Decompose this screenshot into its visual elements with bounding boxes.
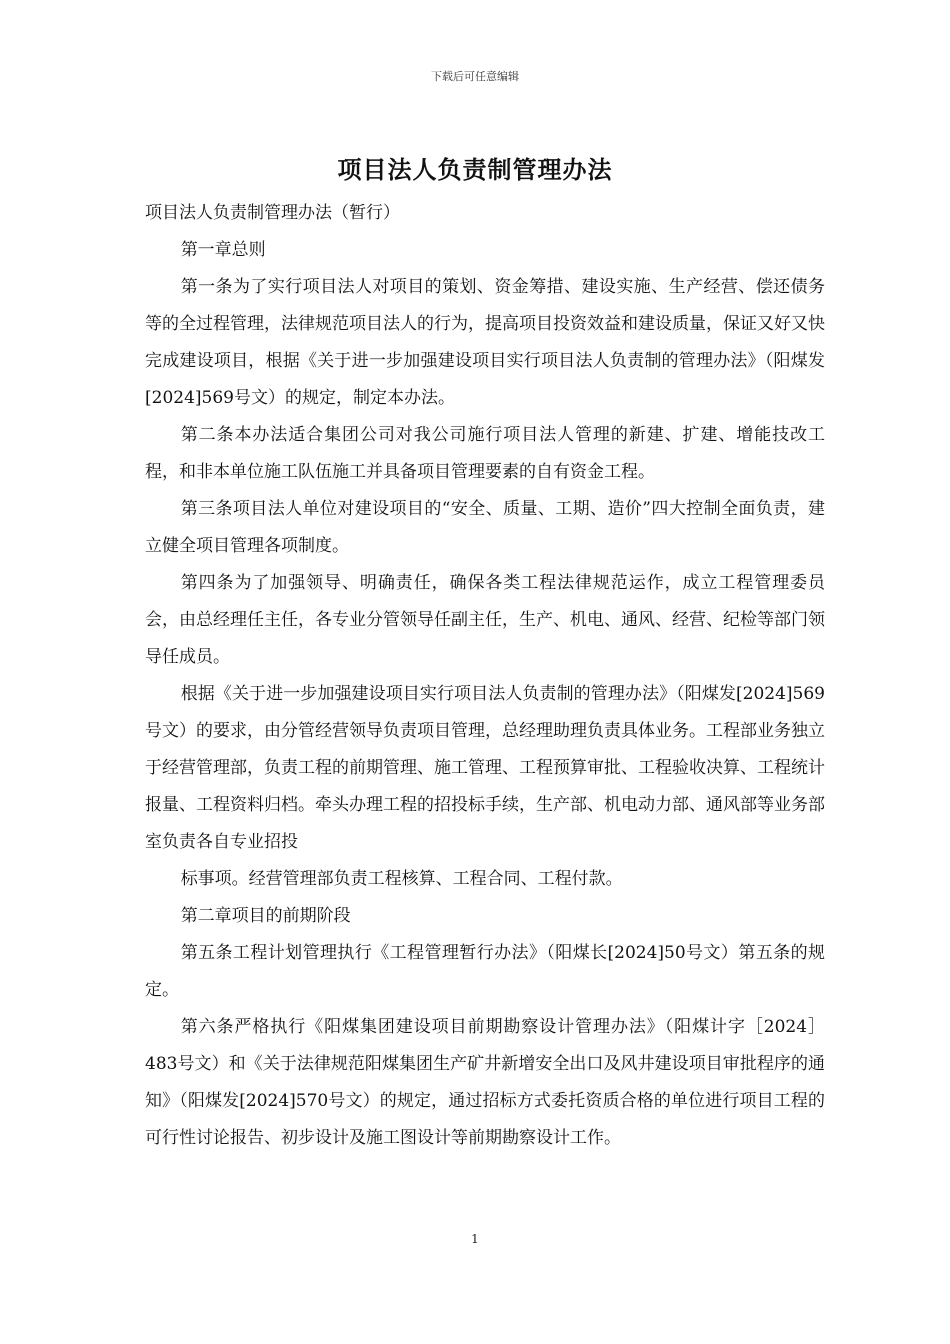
- page-header-note: 下载后可任意编辑: [431, 70, 519, 83]
- body-paragraph: 第一条为了实行项目法人对项目的策划、资金筹措、建设实施、生产经营、偿还债务等的全过程管理，法律规范项目法人的行为，提高项目投资效益和建设质量，保证又好又快完成建设项目，根据《关于进一步加强建设项目实行项目法人负责制的管理办法》（阳煤发[2024]569号文）的规定，制定本办法。: [145, 277, 825, 408]
- chapter-heading: 第一章总则: [180, 240, 266, 260]
- body-paragraph: 第二条本办法适合集团公司对我公司施行项目法人管理的新建、扩建、增能技改工程，和非本单位施工队伍施工并具备项目管理要素的自有资金工程。: [145, 425, 825, 482]
- document-body: [145, 195, 825, 1157]
- body-paragraph: 标事项。经营管理部负责工程核算、工程合同、工程付款。: [180, 869, 623, 889]
- chapter-heading: 第二章项目的前期阶段: [180, 906, 351, 926]
- body-paragraph: 第五条工程计划管理执行《工程管理暂行办法》（阳煤长[2024]50号文）第五条的规定。: [145, 943, 825, 1000]
- page-number: 1: [471, 1232, 479, 1246]
- body-paragraph: 第三条项目法人单位对建设项目的“安全、质量、工期、造价”四大控制全面负责，建立健全项目管理各项制度。: [145, 499, 825, 556]
- subtitle-paragraph: 项目法人负责制管理办法（暂行）: [145, 203, 400, 223]
- document-title: 项目法人负责制管理办法: [337, 155, 613, 184]
- body-paragraph: 第六条严格执行《阳煤集团建设项目前期勘察设计管理办法》（阳煤计字［2024］483号文）和《关于法律规范阳煤集团生产矿井新增安全出口及风井建设项目审批程序的通知》（阳煤发[2024]570号文）的规定，通过招标方式委托资质合格的单位进行项目工程的可行性讨论报告、初步设计及施工图设计等前期勘察设计工作。: [145, 1017, 825, 1148]
- body-paragraph: 第四条为了加强领导、明确责任，确保各类工程法律规范运作，成立工程管理委员会，由总经理任主任，各专业分管领导任副主任，生产、机电、通风、经营、纪检等部门领导任成员。: [145, 573, 825, 667]
- body-paragraph: 根据《关于进一步加强建设项目实行项目法人负责制的管理办法》（阳煤发[2024]569号文）的要求，由分管经营领导负责项目管理，总经理助理负责具体业务。工程部业务独立于经营管理部，负责工程的前期管理、施工管理、工程预算审批、工程验收决算、工程统计报量、工程资料归档。牵头办理工程的招投标手续，生产部、机电动力部、通风部等业务部室负责各自专业招投: [145, 684, 825, 852]
